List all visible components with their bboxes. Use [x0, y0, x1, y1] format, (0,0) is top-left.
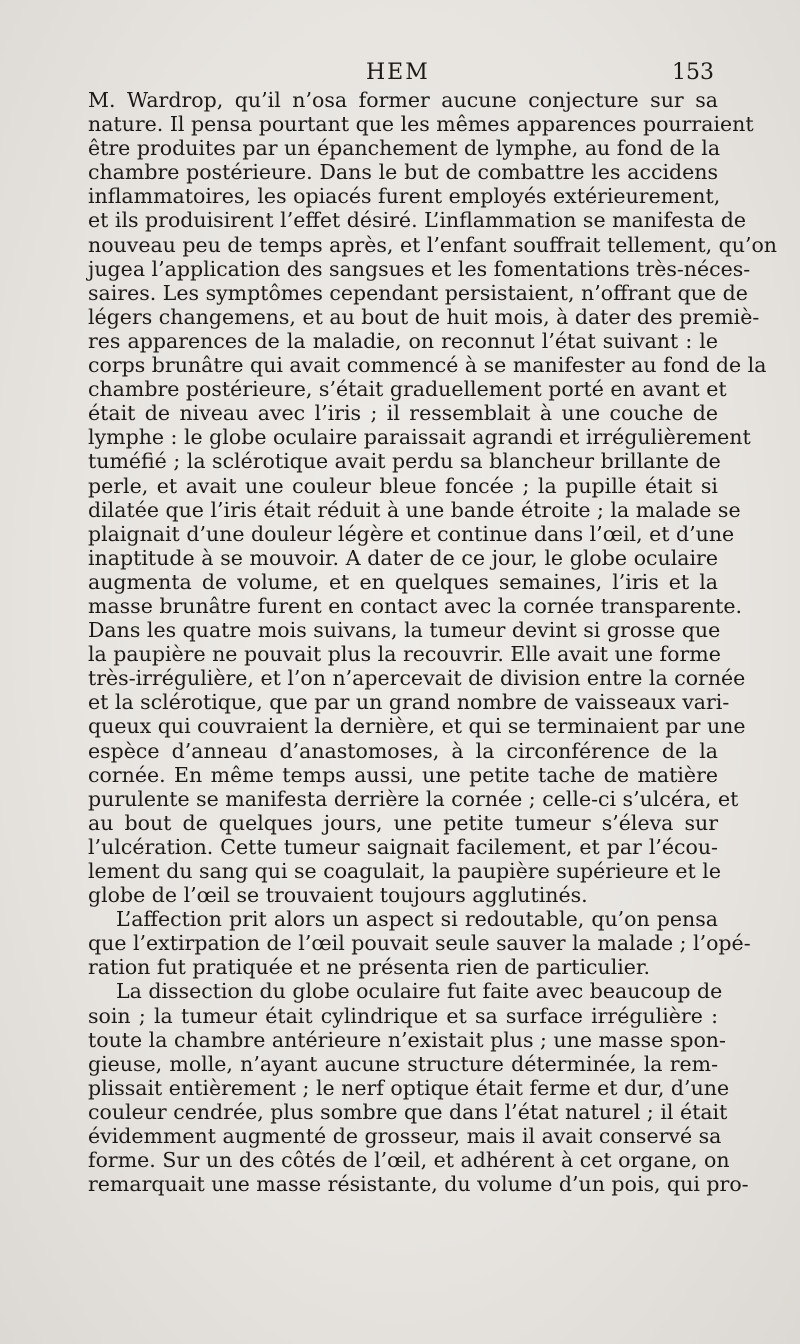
- text-line: purulente se manifesta derrière la cornée ; celle-ci s’ulcéra, et: [88, 786, 739, 811]
- text-line: légers changemens, et au bout de huit mois, à dater des premiè-: [88, 304, 760, 329]
- text-line: M. Wardrop, qu’il n’osa former aucune conjecture sur sa: [88, 88, 718, 112]
- text-line: et ils produisirent l’effet désiré. L’inflammation se manifesta de: [88, 208, 746, 233]
- text-line: augmenta de volume, et en quelques semaines, l’iris et la: [88, 569, 718, 594]
- text-line: cornée. En même temps aussi, une petite tache de matière: [88, 762, 718, 787]
- text-line: res apparences de la maladie, on reconnut l’état suivant : le: [88, 328, 718, 353]
- text-line: nature. Il pensa pourtant que les mêmes apparences pourraient: [88, 112, 754, 137]
- text-line: que l’extirpation de l’œil pouvait seule sauver la malade ; l’opé-: [88, 931, 751, 956]
- text-line: inaptitude à se mouvoir. A dater de ce jour, le globe oculaire: [88, 545, 718, 570]
- text-line: queux qui couvraient la dernière, et qui se terminaient par une: [88, 714, 746, 739]
- text-line: soin ; la tumeur était cylindrique et sa surface irrégulière :: [88, 1003, 718, 1028]
- text-line: dilatée que l’iris était réduit à une bande étroite ; la malade se: [88, 497, 741, 522]
- text-line: couleur cendrée, plus sombre que dans l’état naturel ; il était: [88, 1099, 728, 1124]
- text-line: corps brunâtre qui avait commencé à se manifester au fond de la: [88, 353, 767, 378]
- paragraph-start-line: L’affection prit alors un aspect si redoutable, qu’on pensa: [116, 907, 718, 932]
- text-line: au bout de quelques jours, une petite tumeur s’éleva sur: [88, 810, 718, 835]
- text-line: la paupière ne pouvait plus la recouvrir. Elle avait une forme: [88, 642, 721, 667]
- text-line: Dans les quatre mois suivans, la tumeur devint si grosse que: [88, 618, 721, 643]
- text-line: forme. Sur un des côtés de l’œil, et adhérent à cet organe, on: [88, 1148, 730, 1173]
- text-line: espèce d’anneau d’anastomoses, à la circonférence de la: [88, 738, 718, 763]
- text-line: saires. Les symptômes cependant persistaient, n’offrant que de: [88, 280, 748, 305]
- running-head-title: HEM: [366, 60, 430, 85]
- text-line: inflammatoires, les opiacés furent employés extérieurement,: [88, 184, 721, 209]
- text-line: masse brunâtre furent en contact avec la cornée transparente.: [88, 593, 743, 618]
- paragraph-end-line: ration fut pratiquée et ne présenta rien de particulier.: [88, 955, 650, 980]
- text-line: être produites par un épanchement de lymphe, au fond de la: [88, 136, 721, 161]
- page-number: 153: [672, 60, 714, 85]
- text-line: toute la chambre antérieure n’existait plus ; une masse spon-: [88, 1027, 726, 1052]
- running-head: [88, 60, 714, 90]
- text-line: perle, et avait une couleur bleue foncée ; la pupille était si: [88, 473, 718, 498]
- text-line: et la sclérotique, que par un grand nombre de vaisseaux vari-: [88, 690, 730, 715]
- text-line: l’ulcération. Cette tumeur saignait facilement, et par l’écou-: [88, 834, 718, 859]
- text-line: évidemment augmenté de grosseur, mais il avait conservé sa: [88, 1124, 722, 1149]
- body-text: [88, 88, 778, 1197]
- text-line: très-irrégulière, et l’on n’apercevait de division entre la cornée: [88, 666, 746, 691]
- text-line: plissait entièrement ; le nerf optique était ferme et dur, d’une: [88, 1075, 730, 1100]
- text-line: remarquait une masse résistante, du volume d’un pois, qui pro-: [88, 1172, 749, 1197]
- text-line: chambre postérieure. Dans le but de combattre les accidens: [88, 160, 718, 185]
- text-line: chambre postérieure, s’était graduellement porté en avant et: [88, 377, 727, 402]
- paragraph-start-line: La dissection du globe oculaire fut faite avec beaucoup de: [116, 979, 723, 1004]
- text-line: plaignait d’une douleur légère et continue dans l’œil, et d’une: [88, 521, 735, 546]
- text-line: était de niveau avec l’iris ; il ressemblait à une couche de: [88, 401, 718, 426]
- text-line: nouveau peu de temps après, et l’enfant souffrait tellement, qu’on: [88, 232, 778, 257]
- text-line: gieuse, molle, n’ayant aucune structure déterminée, la rem-: [88, 1051, 718, 1076]
- text-line: lymphe : le globe oculaire paraissait agrandi et irrégulièrement: [88, 425, 751, 450]
- text-line: lement du sang qui se coagulait, la paupière supérieure et le: [88, 859, 721, 883]
- text-line: jugea l’application des sangsues et les fomentations très-néces-: [88, 256, 751, 281]
- paragraph-end-line: globe de l’œil se trouvaient toujours agglutinés.: [88, 883, 588, 908]
- text-line: tuméfié ; la sclérotique avait perdu sa blancheur brillante de: [88, 449, 721, 474]
